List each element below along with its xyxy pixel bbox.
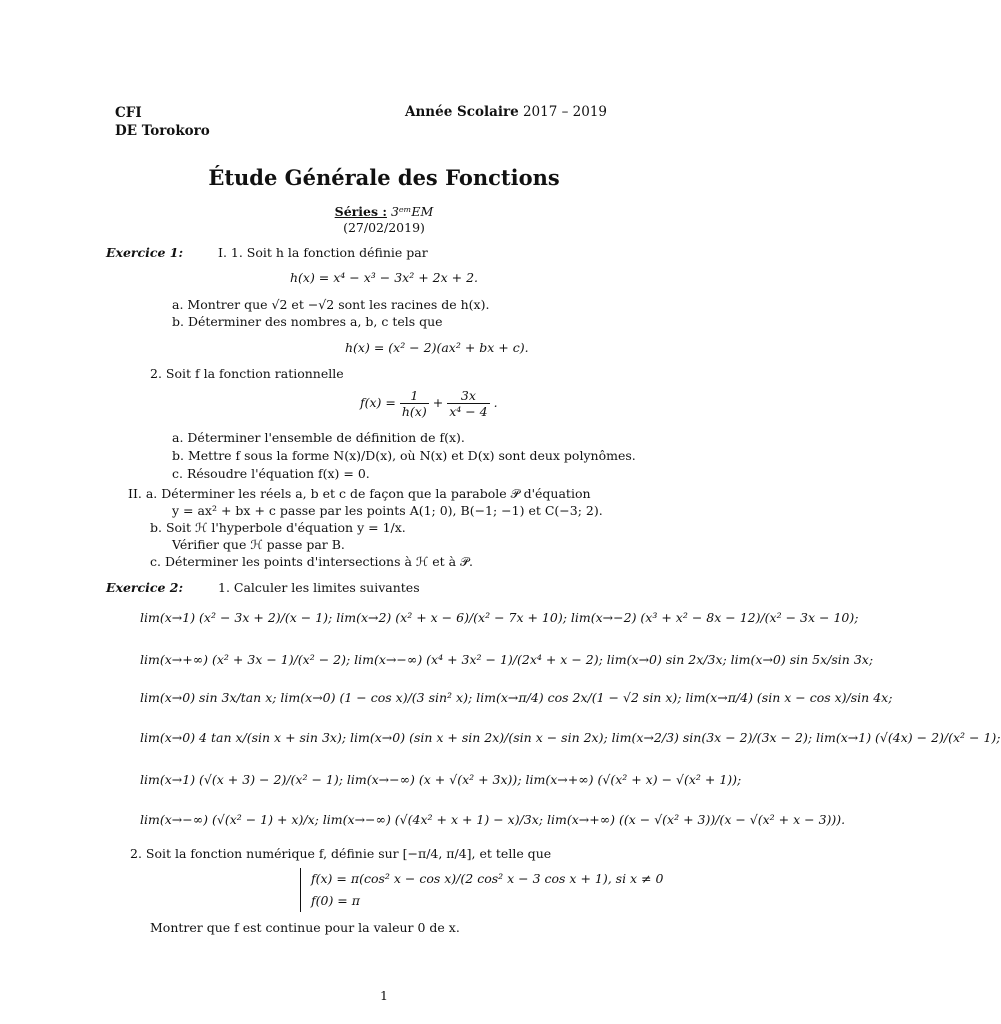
ex1-part2-a-line1: II. a. Déterminer les réels a, b et c de façon que la parabole 𝒫 d'équation bbox=[128, 486, 591, 501]
page-number: 1 bbox=[380, 988, 388, 1003]
limits-row-4: lim(x→0) 4 tan x/(sin x + sin 3x); lim(x→0) (sin x + sin 2x)/(sin x − sin 2x); lim(x→2/3) sin(3x − 2)/(3x − 2); lim(x→1) (√(4x) − 2)/(x² − 1); bbox=[140, 730, 1001, 745]
school-line-2: DE Torokoro bbox=[115, 123, 210, 139]
ex1-question-2b: b. Mettre f sous la forme N(x)/D(x), où N(x) et D(x) sont deux polynômes. bbox=[172, 448, 636, 463]
ex1-part2-b-line2: Vérifier que ℋ passe par B. bbox=[172, 537, 345, 552]
f-frac2-denominator: x⁴ − 4 bbox=[449, 404, 488, 419]
f-definition bbox=[360, 388, 498, 419]
ex1-part2-b-line1: b. Soit ℋ l'hyperbole d'équation y = 1/x. bbox=[150, 520, 406, 535]
series-value: 3ᵉᵐEM bbox=[390, 204, 434, 219]
document-title: Étude Générale des Fonctions bbox=[208, 165, 560, 190]
ex1-question-2-intro: 2. Soit f la fonction rationnelle bbox=[150, 366, 344, 381]
year-value: 2017 – 2019 bbox=[522, 104, 608, 120]
ex2-question-2-intro: 2. Soit la fonction numérique f, définie sur [−π/4, π/4], et telle que bbox=[130, 846, 552, 861]
f-frac1-numerator: 1 bbox=[410, 388, 419, 403]
limits-row-2: lim(x→+∞) (x² + 3x − 1)/(x² − 2); lim(x→−∞) (x⁴ + 3x² − 1)/(2x⁴ + x − 2); lim(x→0) sin 2x/3x; lim(x→0) sin 5x/sin 3x; bbox=[140, 652, 874, 667]
f-end: . bbox=[493, 395, 498, 410]
h-definition: h(x) = x⁴ − x³ − 3x² + 2x + 2. bbox=[289, 270, 479, 285]
limits-row-3: lim(x→0) sin 3x/tan x; lim(x→0) (1 − cos x)/(3 sin² x); lim(x→π/4) cos 2x/(1 − √2 sin x); lim(x→π/4) (sin x − cos x)/sin 4x; bbox=[140, 690, 893, 705]
limits-row-5: lim(x→1) (√(x + 3) − 2)/(x² − 1); lim(x→−∞) (x + √(x² + 3x)); lim(x→+∞) (√(x² + x) − √(x² + 1)); bbox=[140, 772, 742, 787]
school-line-1: CFI bbox=[115, 105, 142, 121]
exercise-1-label: Exercice 1: bbox=[106, 245, 184, 260]
exercise-2-label: Exercice 2: bbox=[106, 580, 184, 595]
ex1-part2-a-line2: y = ax² + bx + c passe par les points A(1; 0), B(−1; −1) et C(−3; 2). bbox=[172, 503, 603, 518]
limits-row-6: lim(x→−∞) (√(x² − 1) + x)/x; lim(x→−∞) (√(4x² + x + 1) − x)/3x; lim(x→+∞) ((x − √(x² + 3))/(x − √(x² + x − 3))). bbox=[140, 812, 846, 827]
piecewise-case-1: f(x) = π(cos² x − cos x)/(2 cos² x − 3 cos x + 1), si x ≠ 0 bbox=[311, 871, 664, 886]
h-factored: h(x) = (x² − 2)(ax² + bx + c). bbox=[345, 340, 529, 355]
document-date: (27/02/2019) bbox=[343, 220, 425, 235]
ex2-question-1-intro: 1. Calculer les limites suivantes bbox=[218, 580, 420, 595]
piecewise-definition bbox=[300, 868, 663, 912]
f-plus: + bbox=[432, 395, 444, 410]
series-line bbox=[0, 204, 768, 219]
ex1-question-a: a. Montrer que √2 et −√2 sont les racines de h(x). bbox=[172, 297, 490, 312]
ex1-question-2a: a. Déterminer l'ensemble de définition de f(x). bbox=[172, 430, 465, 445]
school-name bbox=[115, 104, 210, 140]
ex1-part2-c: c. Déterminer les points d'intersections à ℋ et à 𝒫. bbox=[150, 554, 474, 569]
limits-row-1: lim(x→1) (x² − 3x + 2)/(x − 1); lim(x→2) (x² + x − 6)/(x² − 7x + 10); lim(x→−2) (x³ + x² − 8x − 12)/(x² − 3x − 10); bbox=[140, 610, 859, 625]
piecewise-case-2: f(0) = π bbox=[311, 893, 360, 908]
year-label: Année Scolaire bbox=[405, 104, 519, 120]
f-frac1-denominator: h(x) bbox=[401, 404, 427, 419]
f-frac2-numerator: 3x bbox=[460, 388, 476, 403]
f-fraction-2 bbox=[447, 388, 489, 419]
f-lhs: f(x) = bbox=[360, 395, 396, 410]
ex1-question-2c: c. Résoudre l'équation f(x) = 0. bbox=[172, 466, 370, 481]
ex2-question-2-task: Montrer que f est continue pour la valeur 0 de x. bbox=[150, 920, 460, 935]
f-fraction-1 bbox=[400, 388, 429, 419]
ex1-question-b: b. Déterminer des nombres a, b, c tels que bbox=[172, 314, 443, 329]
series-label: Séries : bbox=[334, 204, 387, 219]
ex1-part1-intro: I. 1. Soit h la fonction définie par bbox=[218, 245, 428, 260]
school-year bbox=[405, 104, 607, 120]
